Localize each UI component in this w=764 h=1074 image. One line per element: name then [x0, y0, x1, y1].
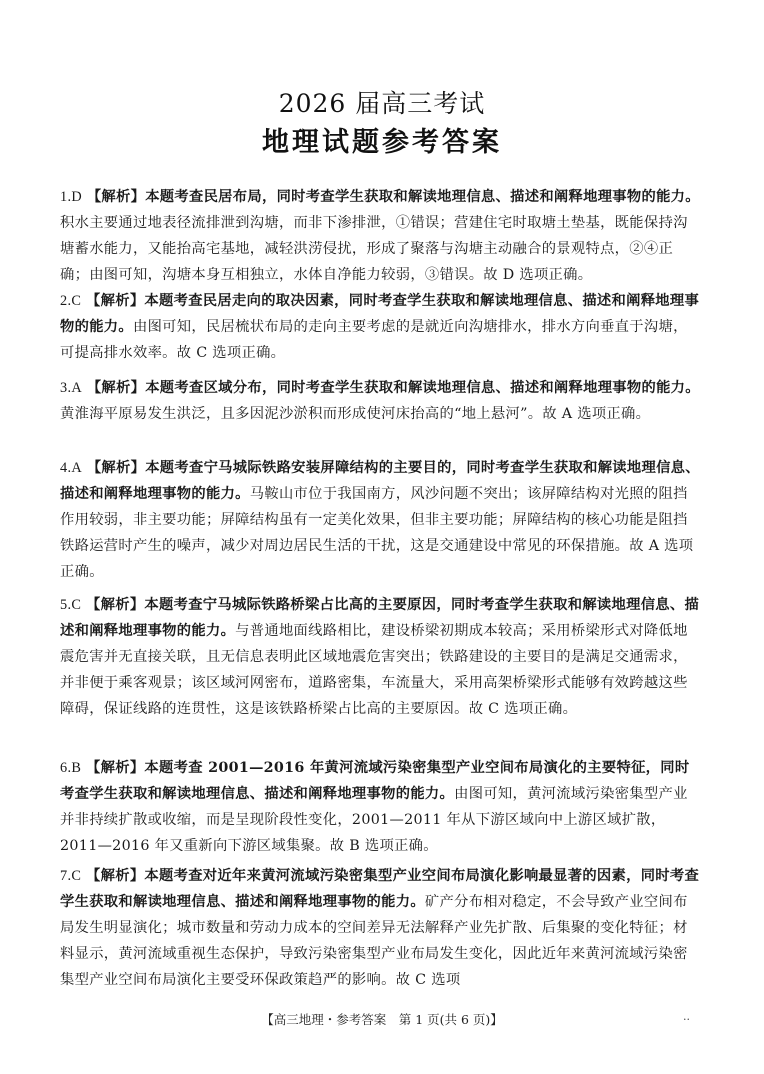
answer-paragraph	[60, 755, 702, 859]
answer-paragraph	[60, 288, 702, 366]
analysis-focus: 本题考查民居走向的取决因素，同时考查学生获取和解读地理信息、描述和阐释地理事物的能力。	[60, 293, 700, 335]
analysis-tag: 【解析】	[86, 293, 145, 309]
analysis-focus: 本题考查 2001—2016 年黄河流域污染密集型产业空间布局演化的主要特征，同时考查学生获取和解读地理信息、描述和阐释地理事物的能力。	[60, 760, 690, 802]
answer-label: 1.D	[60, 189, 82, 205]
analysis-body: 黄淮海平原易发生洪泛，且多因泥沙淤积而形成使河床抬高的“地上悬河”。故 A 选项正确。	[60, 406, 651, 422]
answer-item	[60, 184, 702, 288]
page-footer: 【高三地理・参考答案 第 1 页(共 6 页)】	[261, 1012, 503, 1027]
analysis-body: 矿产分布相对稳定，不会导致产业空间布局发生明显演化；城市数量和劳动力成本的空间差异无法解释产业先扩散、后集聚的变化特征；材料显示，黄河流域重视生态保护，导致污染密集型产业布局发生变化，因此近年来黄河流域污染密集型产业空间布局演化主要受环保政策趋严的影响。故 C 选项	[60, 894, 688, 988]
analysis-focus: 本题考查对近年来黄河流域污染密集型产业空间布局演化影响最显著的因素，同时考查学生获取和解读地理信息、描述和阐释地理事物的能力。	[60, 868, 700, 910]
answer-paragraph	[60, 455, 702, 585]
answer-label: 5.C	[60, 597, 82, 613]
analysis-body: 与普通地面线路相比，建设桥梁初期成本较高；采用桥梁形式对降低地震危害并无直接关联，且无信息表明此区域地震危害突出；铁路建设的主要目的是满足交通需求，并非便于乘客观景；该区域河网密布，道路密集，车流量大，采用高架桥梁形式能够有效跨越这些障碍，保证线路的连贯性，这是该铁路桥梁占比高的主要原因。故 C 选项正确。	[60, 623, 688, 717]
answer-paragraph	[60, 375, 702, 427]
answer-label: 7.C	[60, 868, 82, 884]
answer-label: 6.B	[60, 760, 82, 776]
analysis-tag: 【解析】	[86, 380, 146, 396]
answer-label: 3.A	[60, 380, 82, 396]
analysis-focus: 本题考查宁马城际铁路安装屏障结构的主要目的，同时考查学生获取和解读地理信息、描述和阐释地理事物的能力。	[60, 460, 700, 502]
analysis-tag: 【解析】	[86, 868, 145, 884]
answer-item	[60, 863, 702, 993]
answer-item	[60, 288, 702, 366]
answer-key-title: 地理试题参考答案	[262, 127, 502, 158]
answer-paragraph	[60, 184, 702, 288]
analysis-tag: 【解析】	[86, 460, 146, 476]
analysis-focus: 本题考查民居布局，同时考查学生获取和解读地理信息、描述和阐释地理事物的能力。	[145, 189, 700, 205]
analysis-focus: 本题考查宁马城际铁路桥梁占比高的主要原因，同时考查学生获取和解读地理信息、描述和阐释地理事物的能力。	[60, 597, 700, 639]
answer-item	[60, 455, 702, 585]
analysis-body: 马鞍山市位于我国南方，风沙问题不突出；该屏障结构对光照的阻挡作用较弱，非主要功能；屏障结构虽有一定美化效果，但非主要功能；屏障结构的核心功能是阻挡铁路运营时产生的噪声，减少对周边居民生活的干扰，这是交通建设中常见的环保措施。故 A 选项正确。	[60, 486, 694, 580]
analysis-body: 积水主要通过地表径流排泄到沟塘，而非下渗排泄，①错误；营建住宅时取塘土垫基，既能保持沟塘蓄水能力，又能抬高宅基地，减轻洪涝侵扰，形成了聚落与沟塘主动融合的景观特点，②④正确；由图可知，沟塘本身互相独立，水体自净能力较弱，③错误。故 D 选项正确。	[60, 215, 688, 283]
answer-item	[60, 755, 702, 859]
analysis-tag: 【解析】	[86, 760, 145, 776]
exam-title: 2026 届高三考试	[278, 89, 486, 118]
answer-paragraph	[60, 863, 702, 993]
answer-label: 4.A	[60, 460, 82, 476]
analysis-body: 由图可知，民居梳状布局的走向主要考虑的是就近向沟塘排水，排水方向垂直于沟塘，可提高排水效率。故 C 选项正确。	[60, 319, 688, 361]
corner-mark: ..	[683, 1010, 690, 1023]
answer-paragraph	[60, 592, 702, 722]
answer-label: 2.C	[60, 293, 82, 309]
answer-item	[60, 592, 702, 722]
answer-item	[60, 375, 702, 427]
analysis-tag: 【解析】	[86, 189, 146, 205]
analysis-body: 由图可知，黄河流域污染密集型产业并非持续扩散或收缩，而是呈现阶段性变化，2001—2011 年从下游区域向中上游区域扩散，2011—2016 年又重新向下游区域集聚。故 B 选项正确。	[60, 786, 688, 854]
analysis-focus: 本题考查区域分布，同时考查学生获取和解读地理信息、描述和阐释地理事物的能力。	[145, 380, 700, 396]
analysis-tag: 【解析】	[86, 597, 145, 613]
